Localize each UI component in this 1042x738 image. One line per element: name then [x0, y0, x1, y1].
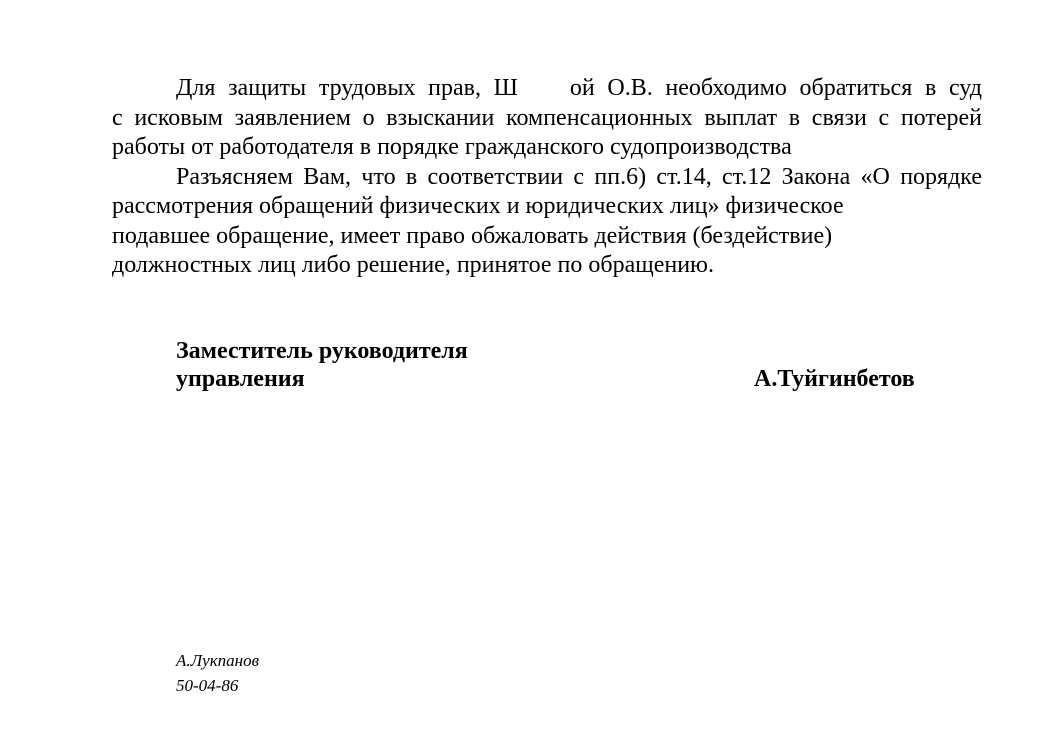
signatory-title — [176, 337, 468, 393]
paragraph-2-line-4: должностных лиц либо решение, принятое по обращению. — [112, 252, 714, 278]
paragraph-2-line-1: Разъясняем Вам, что в соответствии с пп.6) ст.14, ст.12 Закона «О порядке — [176, 163, 982, 190]
paragraph-2-line-3: подавшее обращение, имеет право обжаловать действия (бездействие) — [112, 222, 833, 249]
executor-name: А.Лукпанов — [176, 651, 259, 670]
executor-phone: 50-04-86 — [176, 676, 239, 695]
paragraph-1-line-1 — [112, 74, 982, 104]
signatory-title-line-1: Заместитель руководителя — [176, 338, 468, 364]
paragraph-1-line-3: работы от работодателя в порядке гражданского судопроизводства — [112, 134, 792, 160]
letter-body — [112, 74, 982, 281]
paragraph-1-text-b: ой О.В. необходимо обратиться в суд — [569, 75, 982, 101]
executor-block — [176, 648, 259, 698]
paragraph-1-line-2: с исковым заявлением о взыскании компенсационных выплат в связи с потерей — [112, 104, 982, 131]
signatory-title-line-2: управления — [176, 366, 305, 392]
paragraph-2-line-2: рассмотрения обращений физических и юридических лиц» физическое — [112, 193, 844, 219]
paragraph-1-text-a: Для защиты трудовых прав, Ш — [176, 75, 518, 101]
signatory-name: А.Туйгинбетов — [754, 366, 915, 392]
